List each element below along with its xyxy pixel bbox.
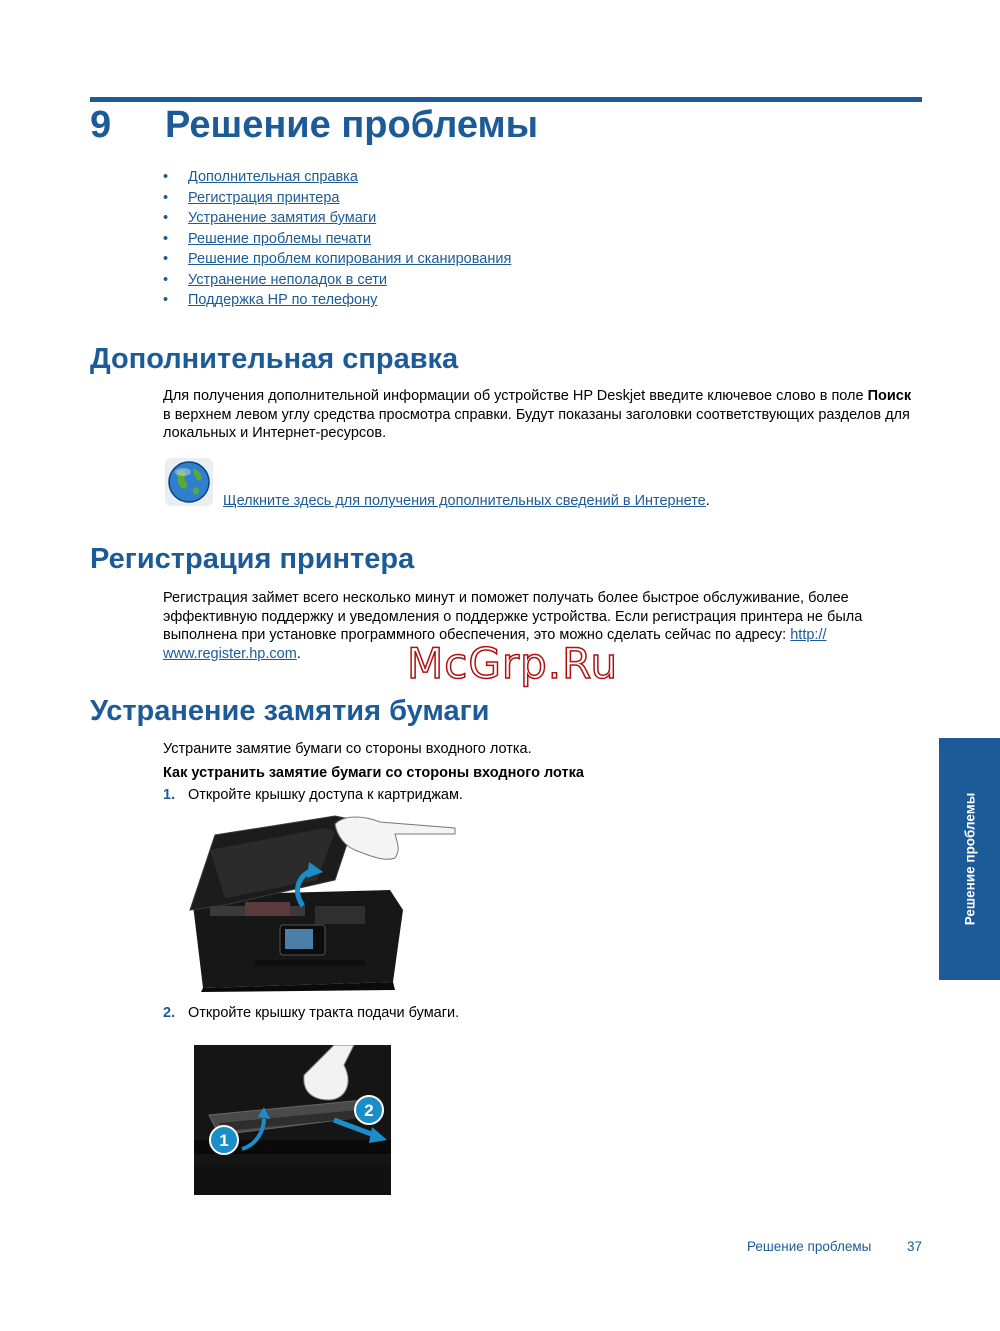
- toc-link-print[interactable]: Решение проблемы печати: [188, 230, 372, 247]
- toc-link-network[interactable]: Устранение неполадок в сети: [188, 271, 387, 288]
- toc-item: [163, 167, 511, 188]
- toc-item: [163, 270, 511, 291]
- step-number: 1.: [163, 787, 176, 803]
- step-text: Откройте крышку доступа к картриджам.: [188, 787, 463, 803]
- section-heading-help: Дополнительная справка: [90, 343, 459, 375]
- step-text: Откройте крышку тракта подачи бумаги.: [188, 1005, 460, 1021]
- jam-intro: Устраните замятие бумаги со стороны входного лотка.: [163, 741, 532, 757]
- page-number: 37: [907, 1239, 923, 1254]
- bullet-icon: •: [163, 292, 169, 308]
- toc-link-help[interactable]: Дополнительная справка: [188, 169, 358, 185]
- web-link-suffix: .: [705, 493, 710, 509]
- bullet-icon: •: [163, 210, 169, 226]
- procedure-title: Как устранить замятие бумаги со стороны входного лотка: [163, 765, 584, 781]
- callout-1-label: 1: [219, 1131, 229, 1150]
- toc-item: [163, 208, 511, 229]
- toc-link-paper-jam[interactable]: Устранение замятия бумаги: [188, 210, 377, 226]
- toc-item: [163, 188, 511, 209]
- toc-list: [163, 167, 511, 311]
- toc-link-copy-scan[interactable]: Решение проблем копирования и сканирования: [188, 251, 512, 267]
- side-chapter-tab: [939, 738, 1000, 980]
- toc-item: [163, 290, 511, 311]
- step-2: [163, 1005, 459, 1021]
- callout-2-label: 2: [364, 1101, 374, 1120]
- side-tab-label: Решение проблемы: [962, 792, 977, 926]
- web-help-link[interactable]: Щелкните здесь для получения дополнительных сведений в Интернете: [223, 493, 706, 509]
- help-text: Для получения дополнительной информации об устройстве HP Deskjet введите ключевое слово в поле: [163, 388, 868, 404]
- chapter-rule: [90, 97, 922, 102]
- step-1: [163, 787, 463, 803]
- web-link-row: [223, 493, 710, 509]
- bullet-icon: •: [163, 251, 169, 267]
- help-text-rest: в верхнем левом углу средства просмотра справки. Будут показаны заголовки соответствующих разделов для локальных и Интернет-ресурсов.: [163, 406, 910, 441]
- bullet-icon: •: [163, 169, 169, 185]
- chapter-number: 9: [90, 104, 112, 146]
- toc-item: [163, 229, 511, 250]
- bullet-icon: •: [163, 271, 169, 288]
- toc-link-phone-support[interactable]: Поддержка HP по телефону: [188, 292, 378, 308]
- help-text-bold: Поиск: [867, 388, 912, 404]
- footer-chapter-title: Решение проблемы: [747, 1239, 872, 1254]
- toc-item: [163, 249, 511, 270]
- registration-text: Регистрация займет всего несколько минут и поможет получать более быстрое обслуживание, более эффективную поддержку и уведомления о поддержке устройства. Если регистрация принтера не была выполнена при установке программного обеспечения, это можно сделать сейчас по адресу:: [163, 590, 863, 643]
- section-heading-paper-jam: Устранение замятия бумаги: [90, 695, 490, 727]
- paper-path-cover-image: [194, 1045, 391, 1195]
- section-heading-registration: Регистрация принтера: [90, 543, 415, 575]
- registration-url-suffix: .: [296, 645, 301, 662]
- register-url-link-part2[interactable]: www.register.hp.com: [163, 645, 297, 662]
- toc-link-registration[interactable]: Регистрация принтера: [188, 189, 340, 206]
- watermark: McGrp.Ru: [407, 639, 619, 688]
- chapter-title: Решение проблемы: [165, 104, 539, 146]
- bullet-icon: •: [163, 189, 169, 206]
- bullet-icon: •: [163, 230, 169, 247]
- globe-icon: [165, 458, 213, 506]
- register-url-link-part1[interactable]: http://: [790, 627, 827, 643]
- step-number: 2.: [163, 1005, 176, 1021]
- help-paragraph: [163, 387, 913, 443]
- printer-open-cartridge-door-image: [185, 810, 460, 992]
